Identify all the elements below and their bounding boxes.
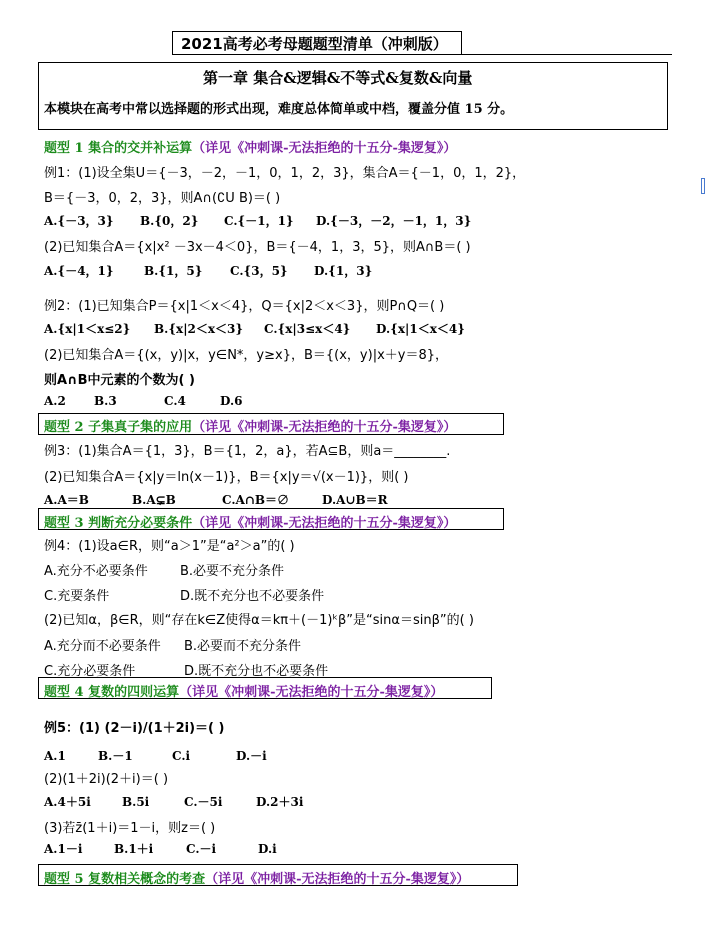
chapter-title: 第一章 集合&逻辑&不等式&复数&向量: [203, 69, 473, 87]
option: B.必要不充分条件: [180, 564, 285, 579]
option: A.{－3，3}: [44, 214, 114, 228]
ex5-line1: 例5：(1) (2－i)/(1＋2i)＝( ): [44, 721, 225, 736]
ex4-options2-row1: [44, 635, 301, 654]
option: C.{x|3≤x＜4}: [264, 322, 351, 336]
type-4-label: 题型 4 复数的四则运算: [44, 685, 180, 700]
option: D.6: [220, 394, 243, 408]
option: C.充分必要条件: [44, 664, 136, 679]
option: B.5i: [122, 795, 150, 809]
option: A.{－4，1}: [44, 264, 114, 278]
type-2-heading: [44, 416, 456, 435]
type-3-heading: [44, 512, 456, 531]
ex2-line1: 例2：(1)已知集合P＝{x|1＜x＜4}，Q＝{x|2＜x＜3}，则P∩Q＝( ): [44, 299, 445, 314]
option: B.{x|2＜x＜3}: [154, 322, 244, 336]
option: C.{3，5}: [230, 264, 288, 278]
option: D.A∪B＝R: [322, 493, 388, 507]
option: A.2: [44, 394, 66, 408]
module-intro: 本模块在高考中常以选择题的形式出现，难度总体简单或中档，覆盖分值 15 分。: [44, 102, 514, 117]
option: C.－i: [186, 842, 217, 856]
ex5-options: [44, 747, 267, 764]
option: A.1: [44, 749, 66, 763]
ex3-options: [44, 491, 388, 508]
option: A.1－i: [44, 842, 83, 856]
ex4-line2: (2)已知α，β∈R，则“存在k∈Z使得α＝kπ＋(－1)ᵏβ”是“sinα＝sinβ”的( ): [44, 613, 474, 628]
ex2-options2: [44, 394, 243, 408]
option: D.既不充分也不必要条件: [180, 589, 325, 604]
type-3-ref: （详见《冲刺课-无法拒绝的十五分-集逻复》）: [192, 516, 457, 531]
option: C.充要条件: [44, 589, 110, 604]
type-3-label: 题型 3 判断充分必要条件: [44, 516, 193, 531]
option: B.{1，5}: [144, 264, 203, 278]
type-1-heading: [44, 137, 456, 156]
option: B.－1: [98, 749, 133, 763]
option: A.A＝B: [44, 493, 89, 507]
option: B.{0，2}: [140, 214, 199, 228]
document-title: 2021高考必考母题题型清单（冲刺版）: [172, 31, 462, 55]
option: C.－5i: [184, 795, 223, 809]
ex5-line2: (2)(1＋2i)(2＋i)＝( ): [44, 772, 169, 787]
scroll-indicator[interactable]: [701, 178, 705, 194]
header-rule: [462, 54, 672, 55]
option: D.{－3，－2，－1，1，3}: [316, 214, 472, 228]
ex4-line1: 例4：(1)设a∈R，则“a＞1”是“a²＞a”的( ): [44, 539, 295, 554]
ex3-line1: 例3：(1)集合A＝{1，3}，B＝{1，2，a}，若A⊆B，则a＝________.: [44, 444, 451, 459]
option: D.{x|1＜x＜4}: [376, 322, 465, 336]
option: C.{－1，1}: [224, 214, 294, 228]
option: A.充分不必要条件: [44, 564, 148, 579]
ex1-options: [44, 212, 471, 229]
type-5-label: 题型 5 复数相关概念的考查: [44, 872, 206, 887]
ex1-line1: 例1：(1)设全集U＝{－3，－2，－1，0，1，2，3}，集合A＝{－1，0，1，2}，: [44, 166, 526, 181]
option: D.2＋3i: [256, 795, 304, 809]
ex4-options-row1: [44, 560, 284, 579]
ex5-options2: [44, 793, 303, 810]
ex5-line3: (3)若z̄(1＋i)＝1－i，则z＝( ): [44, 821, 216, 836]
type-1-ref: （详见《冲刺课-无法拒绝的十五分-集逻复》）: [192, 141, 457, 156]
type-4-heading: [44, 681, 443, 700]
ex4-options-row2: [44, 585, 324, 604]
ex5-options3: [44, 840, 277, 857]
option: B.1＋i: [114, 842, 154, 856]
option: D.{1，3}: [314, 264, 373, 278]
ex2-options: [44, 320, 465, 337]
option: B.A⊊B: [132, 493, 176, 507]
option: C.A∩B＝∅: [222, 493, 290, 507]
option: D.既不充分也不必要条件: [184, 664, 329, 679]
option: C.i: [172, 749, 191, 763]
type-2-ref: （详见《冲刺课-无法拒绝的十五分-集逻复》）: [192, 420, 457, 435]
type-5-ref: （详见《冲刺课-无法拒绝的十五分-集逻复》）: [205, 872, 470, 887]
ex3-line2: (2)已知集合A＝{x|y＝ln(x－1)}，B＝{x|y＝√(x－1)}，则( ): [44, 470, 409, 485]
type-5-heading: [44, 868, 469, 887]
ex1-line2: B＝{－3，0，2，3}，则A∩(∁U B)＝( ): [44, 191, 281, 206]
option: A.{x|1＜x≤2}: [44, 322, 131, 336]
option: C.4: [164, 394, 186, 408]
option: B.3: [94, 394, 117, 408]
option: B.必要而不充分条件: [184, 639, 302, 654]
option: D.－i: [236, 749, 267, 763]
option: D.i: [258, 842, 277, 856]
ex2-line2: (2)已知集合A＝{(x，y)|x，y∈N*，y≥x}，B＝{(x，y)|x＋y＝8}，: [44, 348, 449, 363]
option: A.充分而不必要条件: [44, 639, 161, 654]
ex2-line3: 则A∩B中元素的个数为( ): [44, 373, 195, 388]
type-1-label: 题型 1 集合的交并补运算: [44, 141, 193, 156]
option: A.4＋5i: [44, 795, 91, 809]
type-4-ref: （详见《冲刺课-无法拒绝的十五分-集逻复》）: [179, 685, 444, 700]
ex1-options2: [44, 262, 372, 279]
type-2-label: 题型 2 子集真子集的应用: [44, 420, 193, 435]
ex1-line3: (2)已知集合A＝{x|x² －3x－4＜0}，B＝{－4，1，3，5}，则A∩B＝( ): [44, 240, 471, 255]
